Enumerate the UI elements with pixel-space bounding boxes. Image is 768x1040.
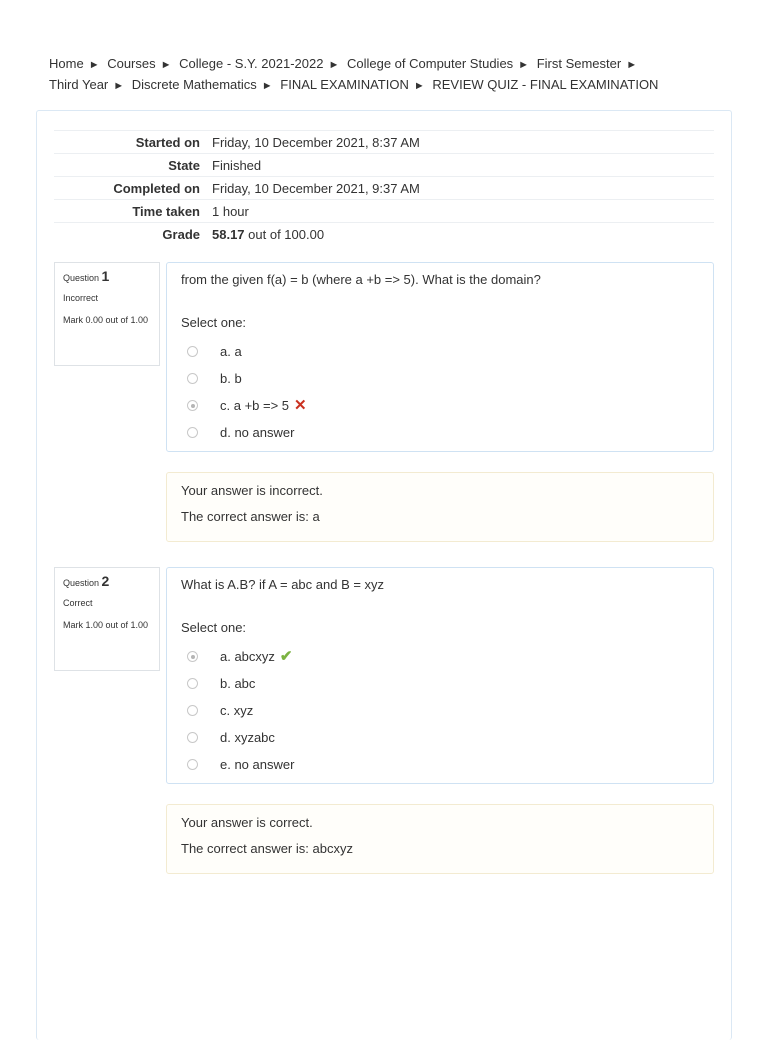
question-1-formulation [166,262,714,452]
summary-row-completed [54,177,714,200]
question-number: 1 [101,268,110,284]
breadcrumb-separator-icon: ► [518,59,530,71]
started-on-label: Started on [54,131,212,154]
breadcrumb-separator-icon: ► [160,59,172,71]
answer-option-b[interactable] [181,365,699,392]
started-on-value: Friday, 10 December 2021, 8:37 AM [212,131,714,154]
answer-option-d[interactable] [181,419,699,446]
breadcrumb-separator-icon: ► [626,59,638,71]
question-mark: Mark 1.00 out of 1.00 [63,620,149,630]
feedback-text: Your answer is correct. [181,815,313,830]
summary-row-state [54,154,714,177]
radio-button[interactable] [187,373,198,384]
select-one-prompt: Select one: [181,620,247,635]
radio-button-selected[interactable] [187,651,198,662]
answer-option-d[interactable] [181,724,699,751]
answer-label: c. xyz [220,703,254,718]
radio-button[interactable] [187,705,198,716]
cross-icon: ✕ [294,397,307,414]
grade-score: 58.17 [212,226,245,242]
answer-label: d. xyzabc [220,730,275,745]
answer-option-a[interactable] [181,643,699,670]
answer-option-e[interactable] [181,751,699,778]
breadcrumb-college[interactable]: College - S.Y. 2021-2022 [179,56,324,71]
breadcrumb-discrete-mathematics[interactable]: Discrete Mathematics [131,77,257,92]
breadcrumb-final-examination[interactable]: FINAL EXAMINATION [280,77,409,92]
breadcrumb [49,54,729,96]
answer-label: c. a +b => 5 [220,398,290,413]
summary-row-grade [54,223,714,246]
question-number: 2 [101,573,110,589]
answer-label: b. b [220,371,242,386]
correct-answer-text: The correct answer is: a [181,509,320,524]
breadcrumb-first-semester[interactable]: First Semester [536,56,622,71]
question-2-formulation [166,567,714,784]
answer-label: a. a [220,344,242,359]
radio-button[interactable] [187,427,198,438]
radio-button[interactable] [187,346,198,357]
select-one-prompt: Select one: [181,315,247,330]
question-1-feedback [166,472,714,542]
completed-on-value: Friday, 10 December 2021, 9:37 AM [212,177,714,200]
question-1-info [54,262,160,366]
breadcrumb-home[interactable]: Home [49,56,84,71]
radio-button[interactable] [187,732,198,743]
question-label: Question [63,578,100,588]
answer-option-a[interactable] [181,338,699,365]
question-2-feedback [166,804,714,874]
breadcrumb-courses[interactable]: Courses [107,56,156,71]
answer-label: d. no answer [220,425,295,440]
question-text: from the given f(a) = b (where a +b => 5). What is the domain? [181,272,541,287]
radio-button-selected[interactable] [187,400,198,411]
check-icon: ✔ [279,648,293,665]
summary-row-started [54,131,714,154]
breadcrumb-separator-icon: ► [328,59,340,71]
attempt-summary-table [54,130,714,245]
question-state: Correct [63,598,93,608]
answer-label: e. no answer [220,757,295,772]
question-label: Question [63,273,100,283]
question-2-info [54,567,160,671]
breadcrumb-separator-icon: ► [413,80,425,92]
grade-suffix: out of 100.00 [244,226,325,242]
state-label: State [54,154,212,177]
answer-option-c[interactable] [181,697,699,724]
completed-on-label: Completed on [54,177,212,200]
question-text: What is A.B? if A = abc and B = xyz [181,577,385,592]
breadcrumb-computer-studies[interactable]: College of Computer Studies [346,56,514,71]
breadcrumb-separator-icon: ► [261,80,273,92]
answer-label: a. abcxyz [220,649,275,664]
breadcrumb-separator-icon: ► [113,80,125,92]
answer-option-c[interactable] [181,392,699,419]
question-mark: Mark 0.00 out of 1.00 [63,315,149,325]
feedback-text: Your answer is incorrect. [181,483,323,498]
correct-answer-text: The correct answer is: abcxyz [181,841,353,856]
breadcrumb-separator-icon: ► [88,59,100,71]
state-value: Finished [212,154,714,177]
grade-value [212,223,714,246]
radio-button[interactable] [187,759,198,770]
radio-button[interactable] [187,678,198,689]
question-state: Incorrect [63,293,99,303]
time-taken-value: 1 hour [212,200,714,223]
answer-label: b. abc [220,676,256,691]
breadcrumb-third-year[interactable]: Third Year [49,77,109,92]
breadcrumb-review-quiz[interactable]: REVIEW QUIZ - FINAL EXAMINATION [432,77,659,92]
answer-option-b[interactable] [181,670,699,697]
grade-label: Grade [54,223,212,246]
summary-row-time [54,200,714,223]
time-taken-label: Time taken [54,200,212,223]
